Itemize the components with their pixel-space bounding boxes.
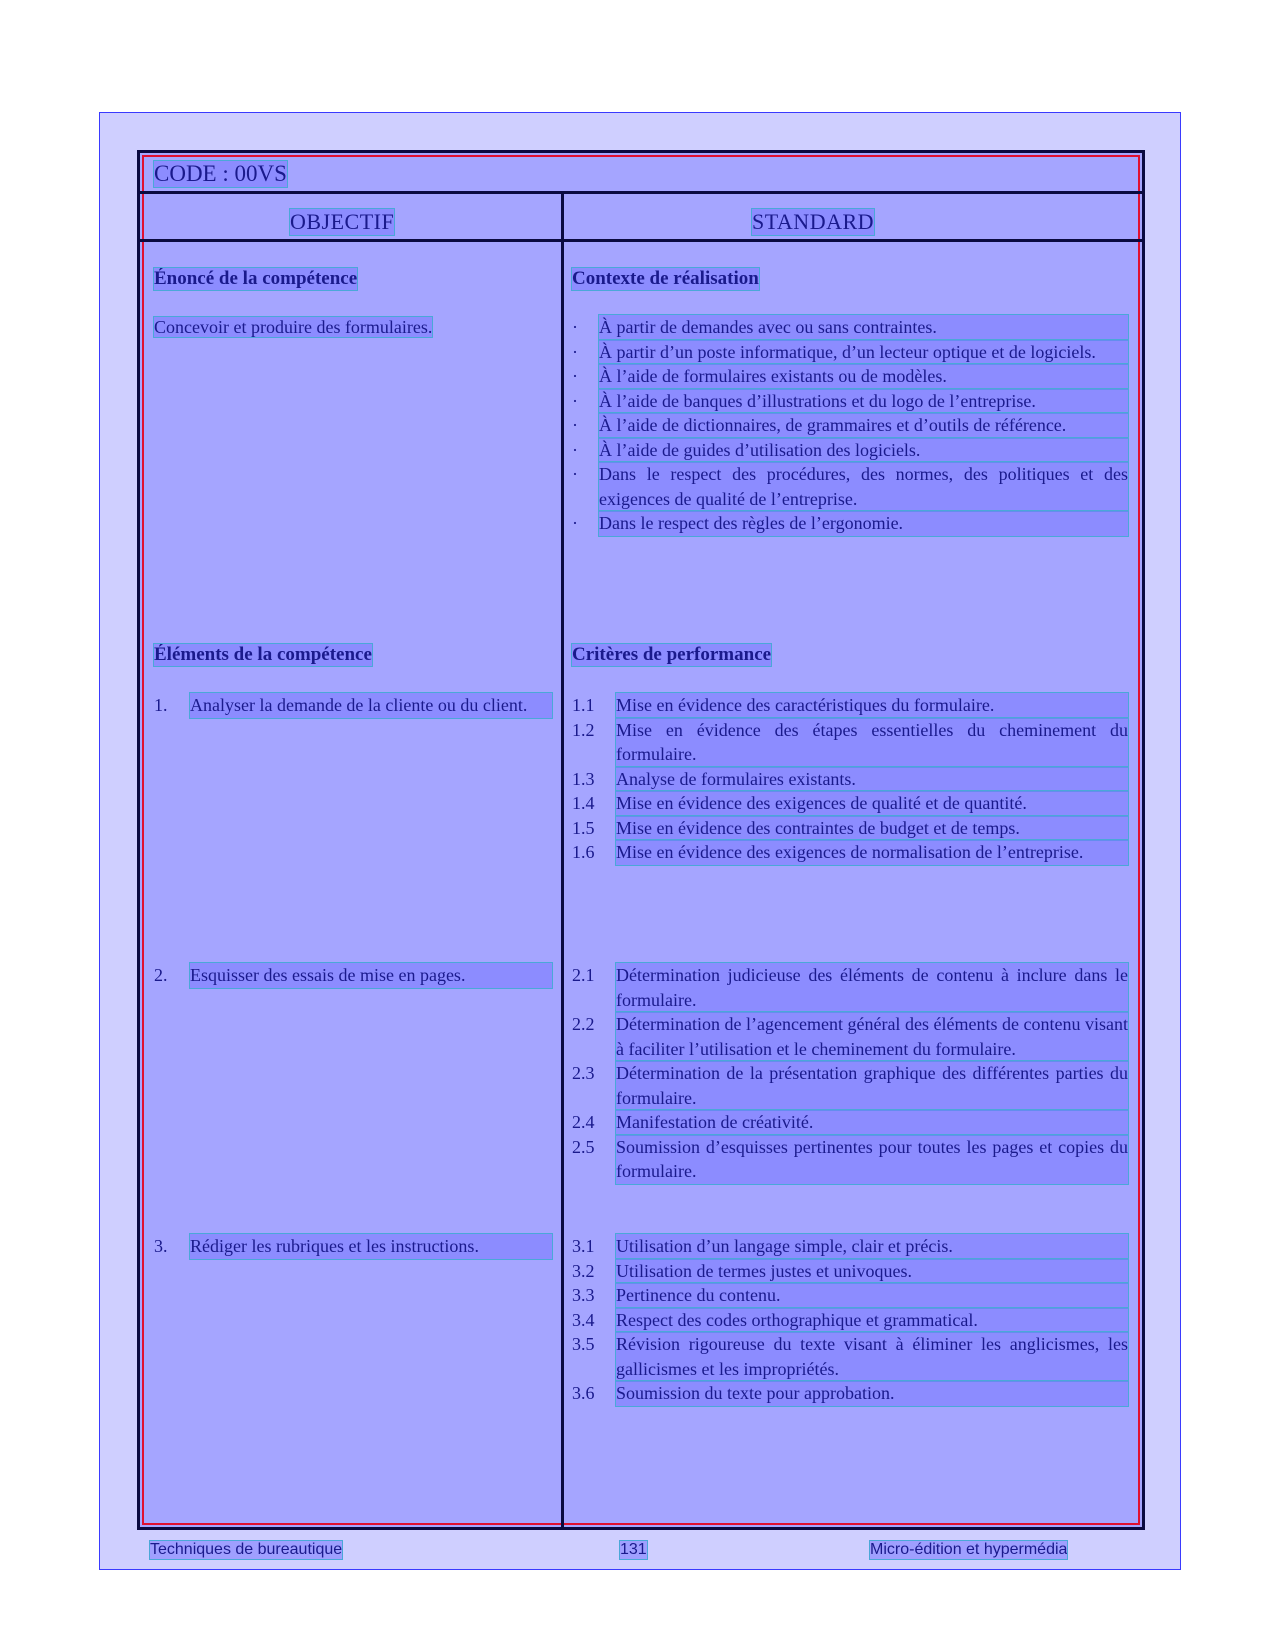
bullet: · (572, 317, 578, 337)
criterion-number: 1.5 (572, 817, 595, 838)
criterion-number: 2.4 (572, 1112, 595, 1132)
criterion (572, 693, 1128, 718)
criteres-title: Critères de performance (572, 644, 772, 665)
list-item (572, 340, 1128, 365)
criterion (572, 1012, 1128, 1061)
criterion-number: 2.5 (572, 1136, 595, 1157)
contexte-item: À l’aide de formulaires existants ou de modèles. (599, 364, 1128, 389)
criterion-number: 3.5 (572, 1334, 595, 1354)
criterion-text: Utilisation d’un langage simple, clair et précis. (616, 1234, 1128, 1259)
criterion (572, 1381, 1128, 1406)
criterion-number: 2.1 (572, 965, 595, 985)
criterion (572, 767, 1128, 792)
criterion-text: Mise en évidence des exigences de qualité et de quantité. (616, 791, 1128, 816)
criterion (572, 718, 1128, 767)
bullet: · (572, 415, 578, 435)
header-standard: STANDARD (752, 209, 875, 234)
criterion (572, 1135, 1128, 1184)
criterion-number: 1.6 (572, 842, 595, 862)
criterion (572, 1259, 1128, 1284)
criterion-number: 1.1 (572, 695, 595, 715)
criterion-text: Détermination de l’agencement général des éléments de contenu visant à faciliter l’utilisation et le cheminement du formulaire. (616, 1012, 1128, 1061)
criterion-number: 3.6 (572, 1383, 595, 1403)
column-divider (561, 193, 564, 1527)
criterion-number: 3.2 (572, 1260, 595, 1281)
criterion (572, 840, 1128, 865)
criterion (572, 1110, 1128, 1135)
element-1 (154, 693, 552, 718)
criterion-number: 1.2 (572, 719, 595, 740)
elements-title: Éléments de la compétence (154, 644, 372, 665)
criterion-text: Détermination de la présentation graphique des différentes parties du formulaire. (616, 1061, 1128, 1110)
contexte-item: À partir d’un poste informatique, d’un lecteur optique et de logiciels. (599, 340, 1128, 365)
page-number: 131 (620, 1541, 647, 1558)
competency-table (137, 150, 1145, 1530)
criterion-number: 2.2 (572, 1014, 595, 1034)
element-number: 3. (154, 1236, 168, 1256)
contexte-item: À l’aide de banques d’illustrations et du logo de l’entreprise. (599, 389, 1128, 414)
header-bottom-rule (140, 239, 1142, 242)
list-item (572, 364, 1128, 389)
contexte-title: Contexte de réalisation (572, 268, 759, 289)
criterion-text: Analyse de formulaires existants. (616, 767, 1128, 792)
criterion (572, 816, 1128, 841)
list-item (572, 438, 1128, 463)
criteria-list-1 (572, 693, 1128, 865)
enonce-text (154, 315, 552, 340)
contexte-item: Dans le respect des procédures, des normes, des politiques et des exigences de qualité de l’entreprise. (599, 462, 1128, 511)
element-text: Rédiger les rubriques et les instructions. (190, 1234, 552, 1259)
header-top-rule (140, 191, 1142, 194)
criterion (572, 1332, 1128, 1381)
criterion-text: Respect des codes orthographique et grammatical. (616, 1308, 1128, 1333)
bullet: · (572, 341, 578, 362)
criterion-number: 2.3 (572, 1063, 595, 1083)
contexte-item: À l’aide de dictionnaires, de grammaires et d’outils de référence. (599, 413, 1128, 438)
criteria-list-3 (572, 1234, 1128, 1406)
element-3 (154, 1234, 552, 1259)
enonce-title: Énoncé de la compétence (154, 268, 358, 289)
criterion-text: Mise en évidence des contraintes de budget et de temps. (616, 816, 1128, 841)
criterion-number: 1.4 (572, 793, 595, 813)
bullet: · (572, 464, 578, 484)
criterion (572, 963, 1128, 1012)
bullet: · (572, 513, 578, 533)
criterion-text: Utilisation de termes justes et univoques. (616, 1259, 1128, 1284)
element-number: 2. (154, 965, 168, 985)
criterion-text: Mise en évidence des caractéristiques du formulaire. (616, 693, 1128, 718)
bullet: · (572, 366, 578, 386)
criterion-number: 3.3 (572, 1285, 595, 1305)
criterion-text: Pertinence du contenu. (616, 1283, 1128, 1308)
criterion (572, 1308, 1128, 1333)
contexte-item: À partir de demandes avec ou sans contraintes. (599, 315, 1128, 340)
criterion-text: Mise en évidence des exigences de normalisation de l’entreprise. (616, 840, 1128, 865)
list-item (572, 413, 1128, 438)
header-objectif: OBJECTIF (290, 209, 395, 234)
bullet: · (572, 439, 578, 460)
contexte-item: À l’aide de guides d’utilisation des logiciels. (599, 438, 1128, 463)
criterion-text: Soumission d’esquisses pertinentes pour toutes les pages et copies du formulaire. (616, 1135, 1128, 1184)
element-number: 1. (154, 695, 168, 715)
contexte-list (572, 315, 1128, 536)
criterion-text: Manifestation de créativité. (616, 1110, 1128, 1135)
criterion (572, 791, 1128, 816)
list-item (572, 315, 1128, 340)
enonce-text-value: Concevoir et produire des formulaires. (154, 317, 433, 337)
code-label: CODE : 00VS (154, 161, 287, 186)
criterion (572, 1061, 1128, 1110)
criterion-text: Soumission du texte pour approbation. (616, 1381, 1128, 1406)
criterion-text: Mise en évidence des étapes essentielles du cheminement du formulaire. (616, 718, 1128, 767)
list-item (572, 462, 1128, 511)
criterion-text: Révision rigoureuse du texte visant à éliminer les anglicismes, les gallicismes et les impropriétés. (616, 1332, 1128, 1381)
contexte-item: Dans le respect des règles de l’ergonomie. (599, 511, 1128, 536)
criterion (572, 1234, 1128, 1259)
criterion-text: Détermination judicieuse des éléments de contenu à inclure dans le formulaire. (616, 963, 1128, 1012)
criterion (572, 1283, 1128, 1308)
element-2 (154, 963, 552, 988)
element-text: Analyser la demande de la cliente ou du client. (190, 693, 552, 718)
bullet: · (572, 390, 578, 411)
footer-left: Techniques de bureautique (150, 1541, 343, 1558)
criteria-list-2 (572, 963, 1128, 1184)
list-item (572, 389, 1128, 414)
criterion-number: 3.4 (572, 1309, 595, 1330)
list-item (572, 511, 1128, 536)
footer-right: Micro-édition et hypermédia (870, 1541, 1068, 1558)
criterion-number: 1.3 (572, 768, 595, 789)
element-text: Esquisser des essais de mise en pages. (190, 963, 552, 988)
criterion-number: 3.1 (572, 1236, 595, 1256)
